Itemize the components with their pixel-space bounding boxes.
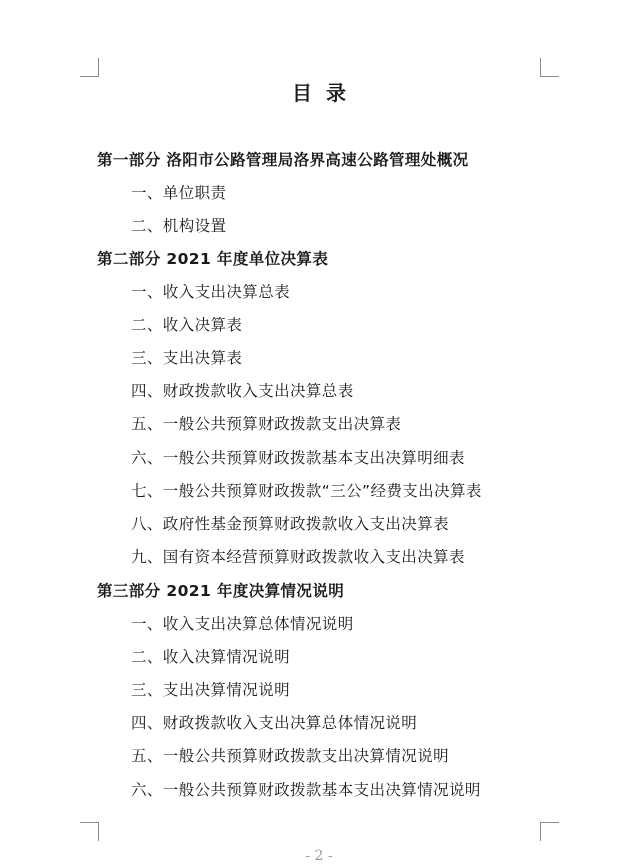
toc-item: 四、财政拨款收入支出决算总表 bbox=[131, 382, 354, 400]
toc-item: 一、收入支出决算总表 bbox=[131, 283, 291, 301]
page-number: - 2 - bbox=[305, 848, 333, 864]
toc-item: 三、支出决算情况说明 bbox=[131, 681, 291, 699]
toc-part-heading: 第二部分 2021 年度单位决算表 bbox=[97, 250, 329, 268]
toc-item: 七、一般公共预算财政拨款“三公”经费支出决算表 bbox=[131, 482, 482, 500]
toc-item: 四、财政拨款收入支出决算总体情况说明 bbox=[131, 714, 418, 732]
toc-item: 一、单位职责 bbox=[131, 184, 227, 202]
toc-item: 五、一般公共预算财政拨款支出决算情况说明 bbox=[131, 747, 450, 765]
toc-item: 五、一般公共预算财政拨款支出决算表 bbox=[131, 415, 402, 433]
margin-mark-bottom-right bbox=[540, 822, 559, 841]
toc-item: 二、收入决算表 bbox=[131, 316, 243, 334]
toc-item: 六、一般公共预算财政拨款基本支出决算情况说明 bbox=[131, 781, 481, 799]
toc-item: 三、支出决算表 bbox=[131, 349, 243, 367]
margin-mark-top-left bbox=[80, 58, 99, 77]
toc-item: 二、收入决算情况说明 bbox=[131, 648, 291, 666]
margin-mark-bottom-left bbox=[80, 822, 99, 841]
toc-item: 二、机构设置 bbox=[131, 217, 227, 235]
toc-item: 八、政府性基金预算财政拨款收入支出决算表 bbox=[131, 515, 450, 533]
toc-item: 九、国有资本经营预算财政拨款收入支出决算表 bbox=[131, 548, 465, 566]
toc-part-heading: 第一部分 洛阳市公路管理局洛界高速公路管理处概况 bbox=[97, 151, 469, 169]
toc-item: 一、收入支出决算总体情况说明 bbox=[131, 615, 354, 633]
toc-item: 六、一般公共预算财政拨款基本支出决算明细表 bbox=[131, 449, 465, 467]
toc-part-heading: 第三部分 2021 年度决算情况说明 bbox=[97, 582, 345, 600]
margin-mark-top-right bbox=[540, 58, 559, 77]
toc-title: 目录 bbox=[292, 81, 360, 105]
